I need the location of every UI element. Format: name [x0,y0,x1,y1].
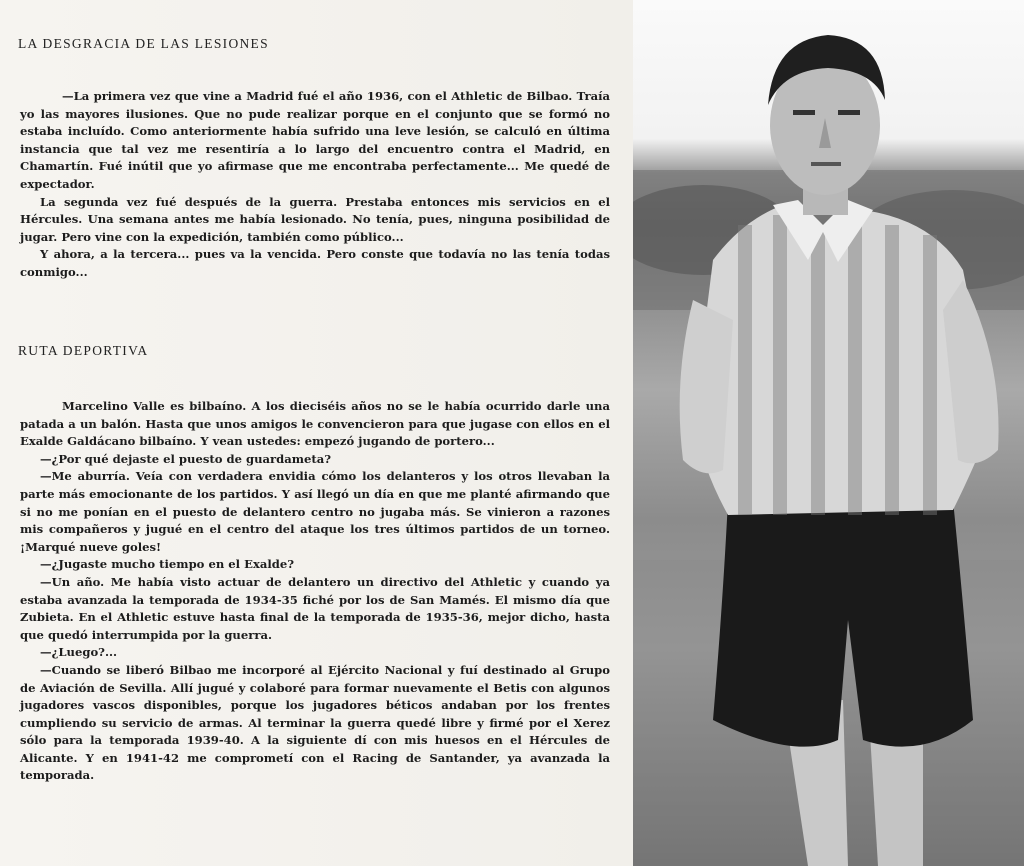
paragraph: —¿Jugaste mucho tiempo en el Exalde? [40,557,295,572]
paragraph: Marcelino Valle es bilbaíno. A los dieciséis años no se le había ocurrido darle una patada a un balón. Hasta que unos amigos le convencieron para que jugase con ellos en el Exalde Galdácano bilbaíno. Y vean ustedes: empezó jugando de portero... [20,399,610,449]
paragraph: —Un año. Me había visto actuar de delantero un directivo del Athletic y cuando ya estaba avanzada la temporada de 1934-35 fiché por los de San Mamés. El mismo día que Zubieta. En el Athletic estuve hasta final de la temporada de 1935-36, mejor dicho, hasta que quedó interrumpida por la guerra. [20,574,610,642]
player-figure-illustration [633,0,1024,866]
paragraph: —¿Luego?... [40,645,118,660]
section-heading-sport-route: RUTA DEPORTIVA [18,343,149,358]
paragraph: La segunda vez fué después de la guerra. Prestaba entonces mis servicios en el Hércules. Una semana antes me había lesionado. No tenía, pues, ninguna posibilidad de jugar. Pero vine con la expedición, también como público... [20,194,610,244]
paragraph: Y ahora, a la tercera... pues va la vencida. Pero conste que todavía no las tenía todas conmigo... [20,247,610,279]
section-body-injuries [20,88,610,282]
paragraph: —¿Por qué dejaste el puesto de guardameta? [40,451,332,466]
section-body-sport-route [20,398,610,785]
section-heading-injuries: LA DESGRACIA DE LAS LESIONES [18,36,269,51]
paragraph: —Me aburría. Veía con verdadera envidia cómo los delanteros y los otros llevaban la parte más emocionante de los partidos. Y así llegó un día en que me planté afirmando que si no me ponían en el puesto de delantero centro no jugaba más. Se vinieron a razones mis compañeros y jugué en el centro del ataque los tres últimos partidos de un torneo. ¡Marqué nueve goles! [20,469,610,554]
paragraph: —Cuando se liberó Bilbao me incorporé al Ejército Nacional y fuí destinado al Grupo de Aviación de Sevilla. Allí jugué y colaboré para formar nuevamente el Betis con algunos jugadores vascos disponibles, porque los jugadores béticos andaban por los frentes cumpliendo su servicio de armas. Al terminar la guerra quedé libre y firmé por el Xerez sólo para la temporada 1939-40. A la siguiente dí con mis huesos en el Hércules de Alicante. Y en 1941-42 me comprometí con el Racing de Santander, ya avanzada la temporada. [20,662,610,783]
player-photograph [633,0,1024,866]
paragraph: —La primera vez que vine a Madrid fué el año 1936, con el Athletic de Bilbao. Traía yo las mayores ilusiones. Que no pude realizar porque en el conjunto que se formó no estaba incluído. Como anteriormente había sufrido una leve lesión, se calculó en última instancia que tal vez me resentiría a lo largo del encuentro contra el Madrid, en Chamartín. Fué inútil que yo afirmase que me encontraba perfectamente... Me quedé de expectador. [20,89,610,191]
